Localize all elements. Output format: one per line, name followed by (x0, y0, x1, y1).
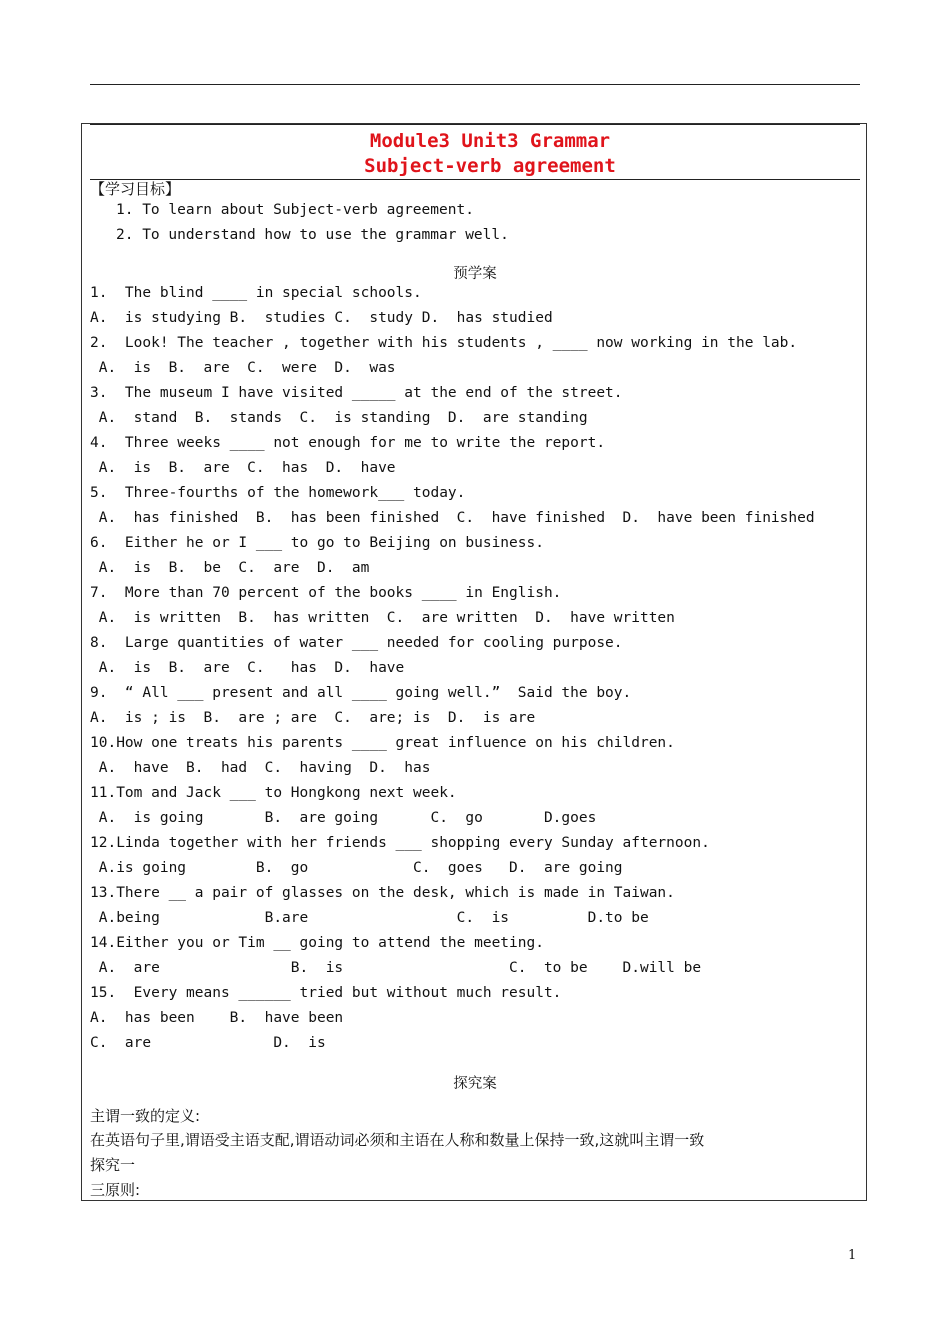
question-line: 2. Look! The teacher , together with his students , ____ now working in the lab. (90, 335, 798, 351)
question-line: 5. Three-fourths of the homework___ today. (90, 485, 466, 501)
explore-line: 探究一 (90, 1156, 136, 1174)
question-line: 8. Large quantities of water ___ needed for cooling purpose. (90, 635, 623, 651)
question-line: A.being B.are C. is D.to be (90, 910, 649, 926)
question-line: A. is going B. are going C. go D.goes (90, 810, 597, 826)
question-line: 10.How one treats his parents ____ great influence on his children. (90, 735, 675, 751)
objective-item: 2. To understand how to use the grammar well. (116, 227, 509, 243)
question-line: A. are B. is C. to be D.will be (90, 960, 702, 976)
question-line: 11.Tom and Jack ___ to Hongkong next week. (90, 785, 457, 801)
explore-line: 三原则: (90, 1181, 141, 1199)
question-line: A. is written B. has written C. are written D. have written (90, 610, 675, 626)
question-line: 12.Linda together with her friends ___ shopping every Sunday afternoon. (90, 835, 710, 851)
question-line: A. have B. had C. having D. has (90, 760, 431, 776)
question-line: A. is B. are C. has D. have (90, 660, 405, 676)
objectives-heading: 【学习目标】 (90, 180, 181, 198)
question-line: A. is B. are C. were D. was (90, 360, 396, 376)
explore-heading: 探究案 (453, 1076, 497, 1092)
question-line: 9. “ All ___ present and all ____ going well.” Said the boy. (90, 685, 632, 701)
title-line-1: Module3 Unit3 Grammar (369, 130, 611, 152)
question-line: A. stand B. stands C. is standing D. are standing (90, 410, 588, 426)
question-line: 14.Either you or Tim __ going to attend the meeting. (90, 935, 544, 951)
title-divider (90, 179, 860, 180)
question-line: A. is B. are C. has D. have (90, 460, 396, 476)
question-line: 6. Either he or I ___ to go to Beijing on business. (90, 535, 544, 551)
page-header-rule (90, 84, 860, 85)
question-line: 13.There __ a pair of glasses on the desk, which is made in Taiwan. (90, 885, 675, 901)
question-line: A. is B. be C. are D. am (90, 560, 370, 576)
title-line-2: Subject-verb agreement (364, 155, 616, 177)
objective-item: 1. To learn about Subject-verb agreement. (116, 202, 474, 218)
question-line: 4. Three weeks ____ not enough for me to write the report. (90, 435, 606, 451)
preview-heading: 预学案 (453, 266, 497, 282)
question-line: 3. The museum I have visited _____ at the end of the street. (90, 385, 623, 401)
question-line: 15. Every means ______ tried but without much result. (90, 985, 562, 1001)
frame-top-rule (90, 124, 860, 125)
question-line: A. has been B. have been (90, 1010, 344, 1026)
page-number: 1 (848, 1248, 857, 1263)
question-line: C. are D. is (90, 1035, 326, 1051)
question-line: A. is studying B. studies C. study D. has studied (90, 310, 553, 326)
explore-line: 在英语句子里,谓语受主语支配,谓语动词必须和主语在人称和数量上保持一致,这就叫主谓一致 (90, 1131, 705, 1149)
question-line: A. has finished B. has been finished C. have finished D. have been finished (90, 510, 815, 526)
explore-line: 主谓一致的定义: (90, 1107, 201, 1125)
question-line: A.is going B. go C. goes D. are going (90, 860, 623, 876)
question-line: A. is ; is B. are ; are C. are; is D. is are (90, 710, 536, 726)
question-line: 1. The blind ____ in special schools. (90, 285, 422, 301)
question-line: 7. More than 70 percent of the books ____ in English. (90, 585, 562, 601)
